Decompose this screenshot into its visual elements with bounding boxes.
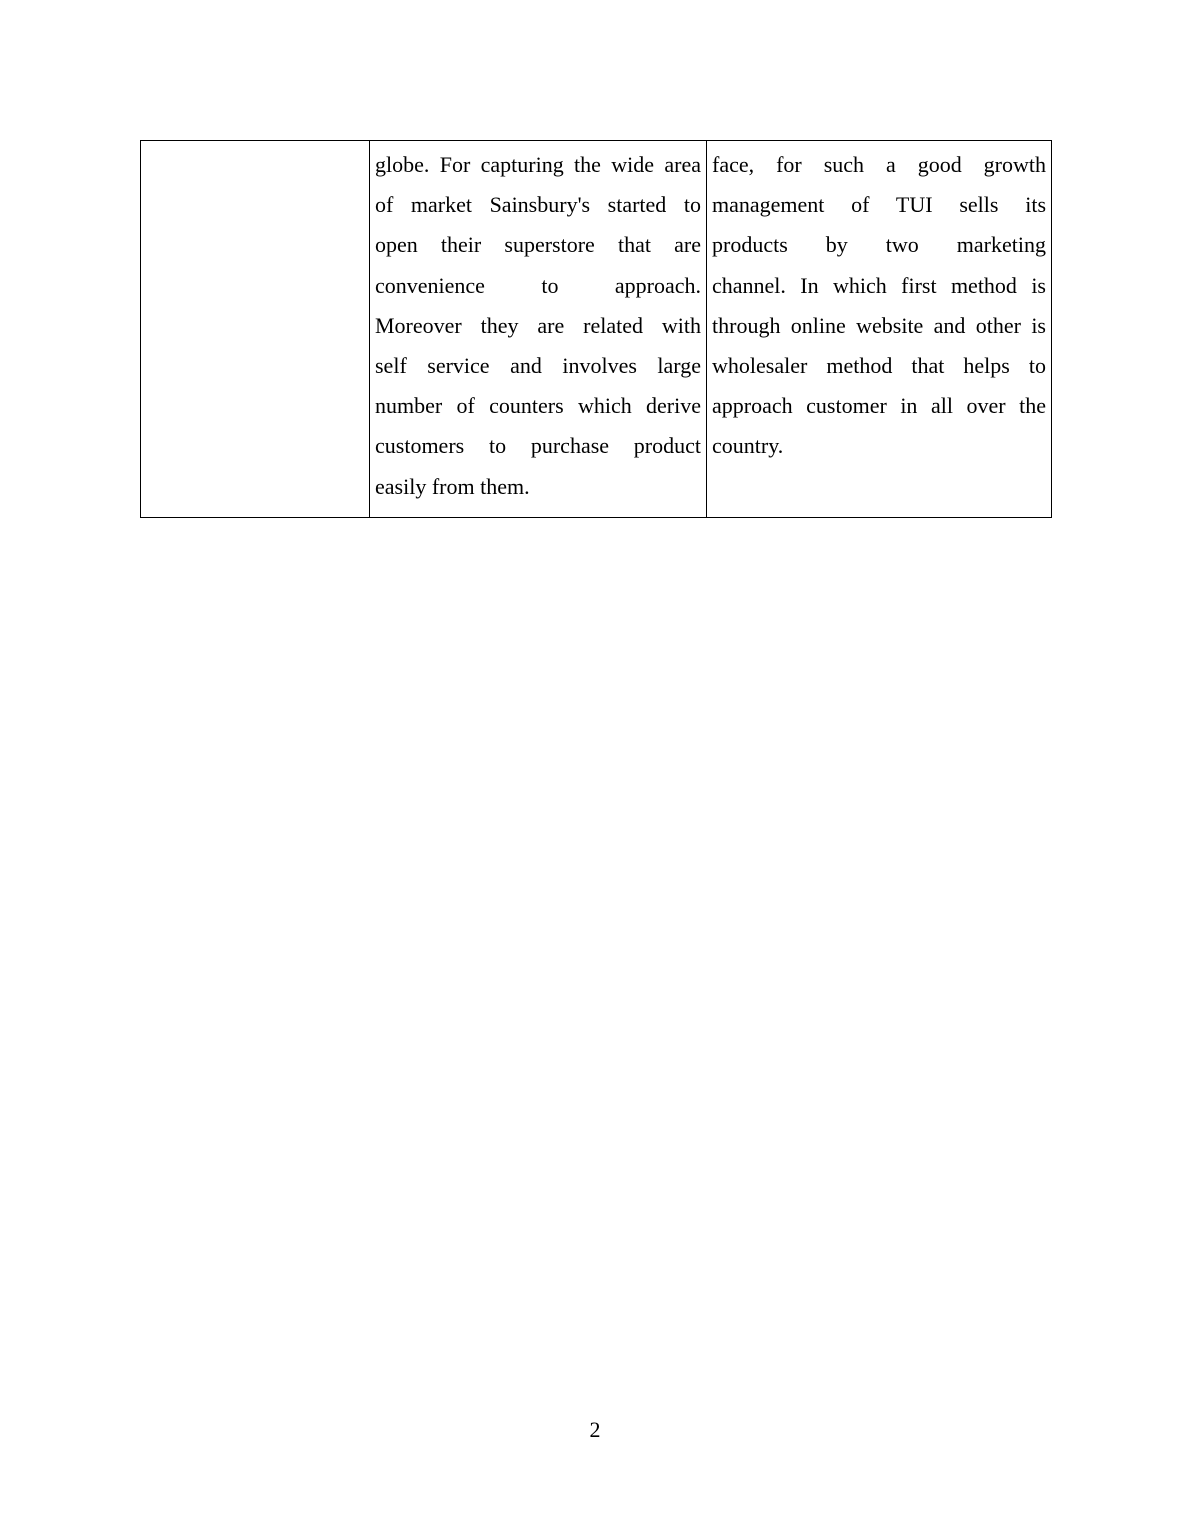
cell-text-line: convenience to approach. bbox=[375, 272, 701, 298]
table-row bbox=[141, 141, 1052, 518]
cell-text-line: channel. In which first method is bbox=[712, 272, 1046, 298]
cell-text-line: approach customer in all over the bbox=[712, 393, 1046, 419]
cell-text-line: wholesaler method that helps to bbox=[712, 352, 1046, 378]
cell-text-line: Moreover they are related with bbox=[375, 312, 701, 338]
cell-text-line: through online website and other is bbox=[712, 312, 1046, 338]
cell-text-line: country. bbox=[712, 433, 784, 459]
cell-text-line: management of TUI sells its bbox=[712, 192, 1046, 218]
cell-text-line: self service and involves large bbox=[375, 352, 701, 378]
cell-text-line: easily from them. bbox=[375, 473, 530, 499]
cell-text-line: of market Sainsbury's started to bbox=[375, 192, 701, 218]
cell-text-line: number of counters which derive bbox=[375, 393, 701, 419]
page-number: 2 bbox=[589, 1417, 601, 1442]
cell-text-line: customers to purchase product bbox=[375, 433, 701, 459]
cell-text-line: globe. For capturing the wide area bbox=[375, 152, 701, 177]
table-cell-sainsburys bbox=[370, 141, 707, 518]
table-cell-empty bbox=[141, 141, 370, 518]
cell-text-line: products by two marketing bbox=[712, 232, 1046, 258]
table-cell-tui bbox=[707, 141, 1052, 518]
content-table bbox=[140, 140, 1052, 518]
cell-text-line: open their superstore that are bbox=[375, 232, 701, 258]
cell-text-line: face, for such a good growth bbox=[712, 152, 1046, 177]
